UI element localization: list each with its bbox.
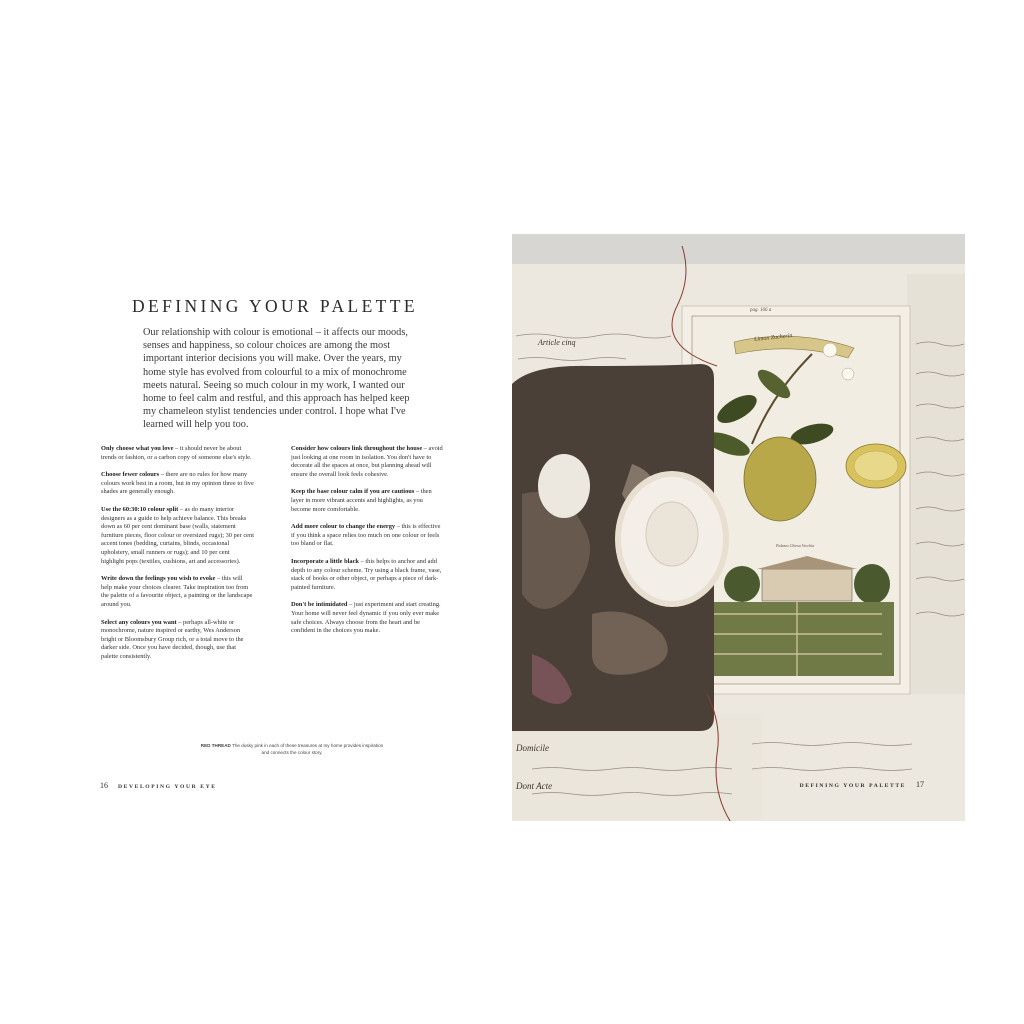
tip-body: – as do many interior designers as a guide to help achieve balance. This breaks down as 60 per cent dominant base (walls, statement furniture pieces, floor colour or oversized rugs); 30 per cent accent tones (bedding, curtains, blinds, occasional upholstery, small runners or rugs); and 10 per cent highlight pops (textiles, cushions, art and accessories). — [101, 505, 254, 565]
page-number-left: 16 — [100, 781, 108, 790]
tip-heading: Select any colours you want — [101, 618, 177, 626]
tip-heading: Only choose what you love — [101, 445, 174, 452]
tip-heading: Keep the base colour calm if you are cautious — [291, 488, 415, 496]
tips-column-1 — [101, 445, 254, 670]
tip-heading: Use the 60:30:10 colour split — [101, 505, 179, 513]
tip-body: – perhaps all-white or monochrome, nature inspired or earthy, Wes Anderson bright or Bloomsbury Group rich, or a total move to the darker side. Once you have decided, though, use that palette consistently. — [101, 618, 244, 660]
page-number-right: 17 — [916, 780, 924, 789]
caption-head: RED THREAD — [200, 743, 231, 748]
palette-thumb-hole — [538, 454, 590, 518]
caption-body: The dusky pink in each of these treasures at my home provides inspiration and connects the colour story. — [230, 743, 384, 755]
print-number: pag. 166 a — [750, 308, 772, 313]
garden-trees — [724, 566, 760, 602]
tip-body: – this helps to anchor and add depth to any colour scheme. Try using a black frame, vase, stack of books or other object, or perhaps a piece of dark-painted furniture. — [291, 557, 442, 591]
right-page-photo — [512, 234, 965, 821]
lemon-fruit — [744, 437, 816, 521]
book-spread — [58, 234, 965, 821]
tip-paragraph — [101, 619, 254, 662]
left-page — [58, 234, 512, 821]
tip-paragraph — [101, 506, 254, 566]
photo-caption — [197, 742, 387, 756]
cameo-portrait — [646, 502, 698, 566]
tip-heading: Don't be intimidated — [291, 601, 348, 609]
running-head-left: DEVELOPING YOUR EYE — [118, 784, 217, 790]
tip-body: – there are no rules for how many colours work best in a room, but in my opinion three to five shades are generally enough. — [101, 471, 254, 496]
tip-paragraph — [101, 445, 254, 462]
lemon-blossom — [842, 368, 854, 380]
lemon-blossom — [823, 343, 837, 357]
tip-body: – it should never be about trends or fashion, or a carbon copy of someone else's style. — [101, 445, 252, 461]
folio-left — [100, 781, 217, 790]
running-head-right: DEFINING YOUR PALETTE — [799, 783, 906, 789]
tip-body: – just experiment and start creating. Your home will never feel dynamic if you only ever make safe choices. Always choose from the heart and be confident in the choices you make. — [291, 601, 441, 635]
tip-paragraph — [291, 601, 444, 635]
page-title: DEFINING YOUR PALETTE — [132, 296, 418, 316]
tip-body: – this is effective if you think a space relies too much on one colour or feels too bland or flat. — [291, 523, 441, 548]
tip-paragraph — [291, 488, 444, 514]
tips-column-2 — [291, 445, 444, 645]
tip-heading: Choose fewer colours — [101, 471, 160, 479]
tip-heading: Incorporate a little black — [291, 557, 359, 565]
still-life-photo — [512, 234, 965, 821]
tip-heading: Consider how colours link throughout the house — [291, 445, 423, 452]
garden-trees — [854, 564, 890, 604]
tip-paragraph — [291, 445, 444, 479]
manuscript-word-3: Article cinq — [538, 338, 576, 347]
tip-heading: Write down the feelings you wish to evoke — [101, 575, 216, 583]
print-villa-caption: Palazzo Chiesa Vecchia — [776, 543, 815, 548]
tip-paragraph — [101, 471, 254, 497]
letter-right — [907, 274, 965, 694]
tip-body: – then layer in more vibrant accents and highlights, as you become more comfortable. — [291, 488, 432, 513]
print-banner-text: Limon Zucherin — [753, 333, 793, 343]
folio-right — [800, 780, 924, 789]
manuscript-word-2: Dont Acte — [516, 781, 553, 791]
villa — [762, 569, 852, 601]
tip-body: – avoid just looking at one room in isolation. You don't have to decorate all the spaces at once, but planning ahead will ensure the overall look feels cohesive. — [291, 445, 443, 478]
tip-paragraph — [101, 575, 254, 609]
tip-paragraph — [291, 558, 444, 592]
intro-paragraph: Our relationship with colour is emotional – it affects our moods, senses and happiness, so colour choices are among the most important interior decisions you will make. Over the years, my home style has evolved from colourful to a mix of monochrome meets natural. Seeing so much colour in my work, I wanted our home to feel calm and restful, and this approach has helped keep my chameleon stylist tendencies under control. I hope what I've learned will help you too. — [143, 327, 410, 431]
tip-heading: Add more colour to change the energy — [291, 523, 396, 531]
tip-paragraph — [291, 523, 444, 549]
tip-body: – this will help make your choices clearer. Take inspiration too from the palette of a favourite object, a painting or the landscape around you. — [101, 575, 253, 608]
manuscript-word-1: Domicile — [516, 743, 549, 753]
formal-garden — [704, 602, 894, 676]
